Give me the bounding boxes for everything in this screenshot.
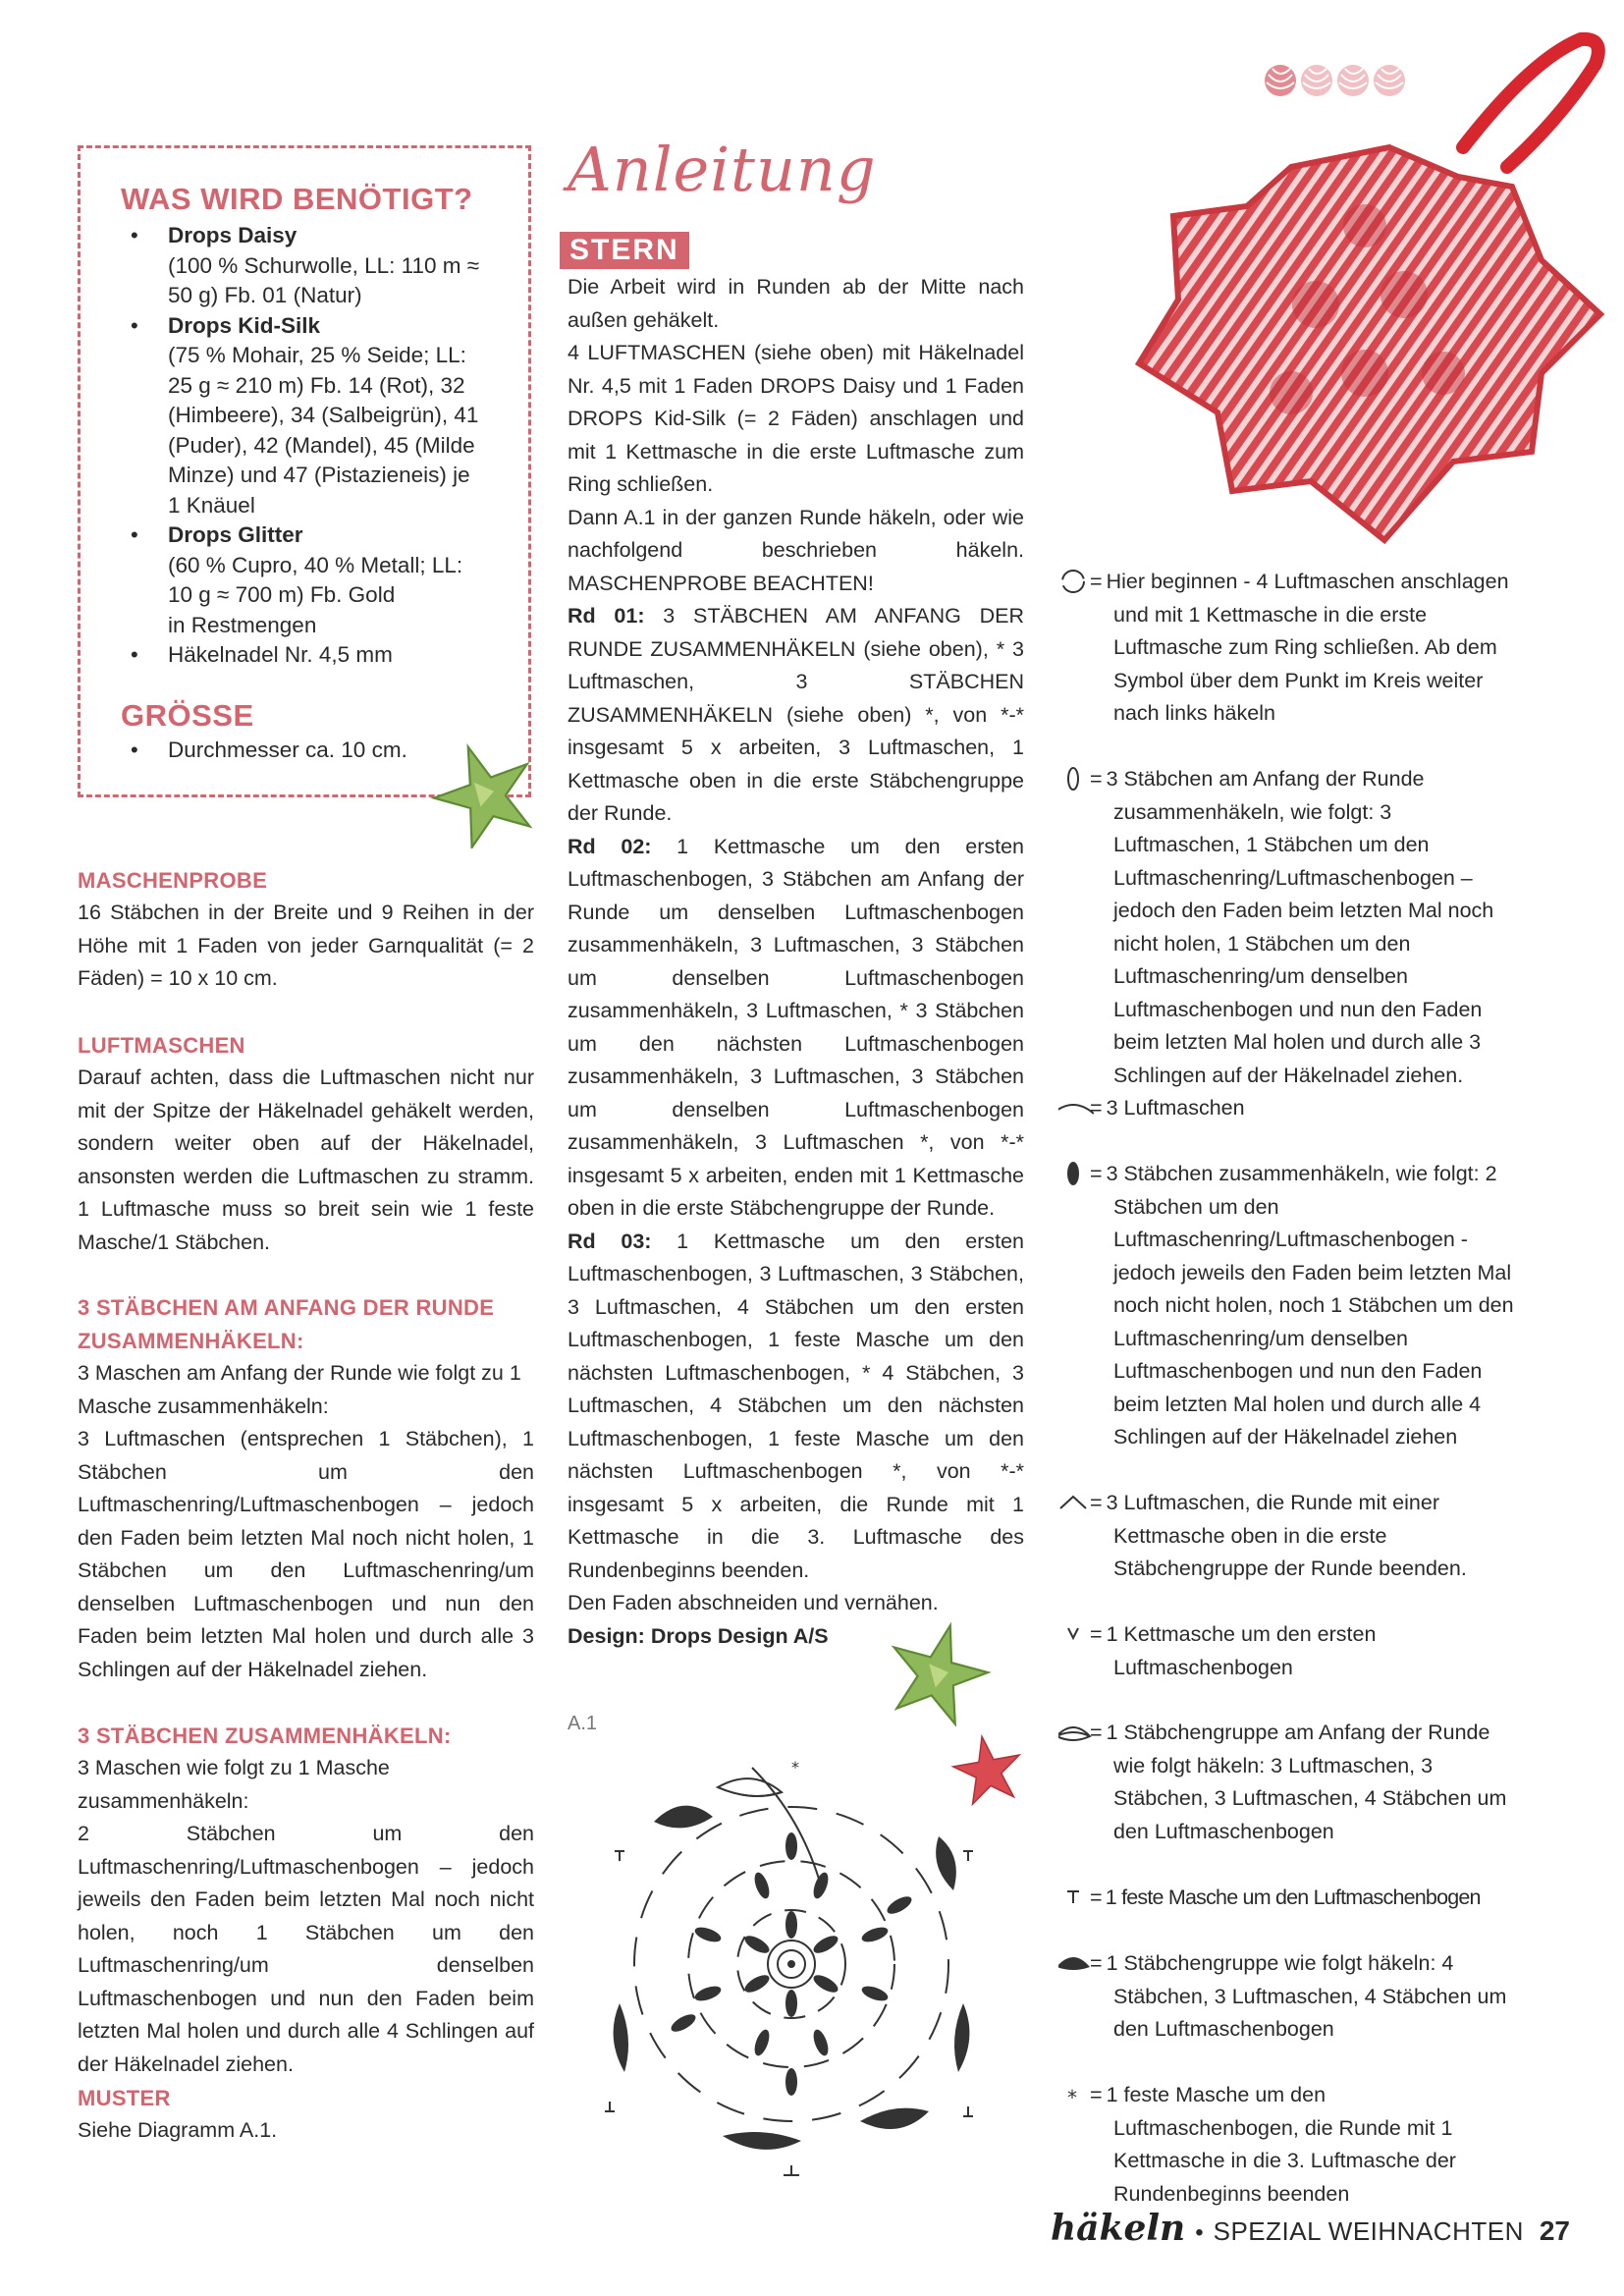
zusammen-title: 3 STÄBCHEN ZUSAMMENHÄKELN: bbox=[78, 1723, 452, 1748]
muster-title: MUSTER bbox=[78, 2086, 171, 2110]
maschenprobe-text: 16 Stäbchen in der Breite und 9 Reihen in der Höhe mit 1 Faden von jeder Garnqualität (= 2 Fäden) = 10 x 10 cm. bbox=[78, 901, 534, 990]
filled-oval-icon bbox=[1058, 1158, 1094, 1189]
footer-bullet: • bbox=[1195, 2219, 1204, 2246]
svg-text:*: * bbox=[791, 1758, 799, 1777]
luftmaschen-title: LUFTMASCHEN bbox=[78, 1033, 245, 1058]
hollow-shell-icon bbox=[1058, 1717, 1094, 1748]
list-item: • Drops Kid-Silk (75 % Mohair, 25 % Seide; LL: 25 g ≈ 210 m) Fb. 14 (Rot), 32 (Himbeere), 34 (Salbeigrün), 41 (Puder), 42 (Mandel), 45 (Milde Minze) und 47 (Pistazieneis) je 1 Knäuel bbox=[121, 311, 514, 521]
crochet-star-photo bbox=[1070, 20, 1620, 570]
paragraph: 4 LUFTMASCHEN (siehe oben) mit Häkelnadel Nr. 4,5 mit 1 Faden DROPS Daisy und 1 Faden DROPS Kid-Silk (= 2 Fäden) anschlagen und mit 1 Kettmasche in die erste Luftmasche zum Ring schließen. bbox=[568, 341, 1024, 496]
paragraph: Dann A.1 in der ganzen Runde häkeln, oder wie nachfolgend beschrieben häkeln. MASCHENPROBE BEACHTEN! bbox=[568, 505, 1024, 595]
paragraph: Den Faden abschneiden und vernähen. bbox=[568, 1591, 939, 1614]
v-icon bbox=[1058, 1618, 1094, 1650]
ring-icon bbox=[1058, 566, 1094, 597]
green-star-icon bbox=[430, 738, 540, 848]
materials-box bbox=[78, 145, 531, 797]
svg-text:*: * bbox=[1067, 2086, 1077, 2109]
crochet-diagram bbox=[589, 1748, 1041, 2180]
arc-icon bbox=[1058, 1092, 1094, 1123]
footer-script: häkeln bbox=[1051, 2208, 1186, 2249]
anfang-intro: 3 Maschen am Anfang der Runde wie folgt zu 1 Masche zusammenhäkeln: bbox=[78, 1361, 521, 1418]
anfang-text: 3 Luftmaschen (entsprechen 1 Stäbchen), 1 Stäbchen um den Luftmaschenring/Luftmaschenbogen – jedoch den Faden beim letzten Mal noch nicht holen, 1 Stäbchen um den Luftmaschenring/um denselben Luftmaschenbogen und nun den Faden beim letzten Mal holen und durch alle 3 Schlingen auf der Häkelnadel ziehen. bbox=[78, 1427, 534, 1681]
anfang-title: 3 STÄBCHEN AM ANFANG DER RUNDE ZUSAMMENHÄKELN: bbox=[78, 1295, 495, 1353]
zusammen-intro: 3 Maschen wie folgt zu 1 Masche zusammenhäkeln: bbox=[78, 1756, 390, 1813]
page-number: 27 bbox=[1539, 2215, 1571, 2246]
green-star-icon bbox=[884, 1618, 992, 1726]
design-credit: Design: Drops Design A/S bbox=[568, 1624, 829, 1648]
instructions bbox=[568, 271, 1024, 1620]
t-icon bbox=[1058, 1882, 1094, 1913]
hollow-oval-icon bbox=[1058, 763, 1094, 794]
zusammen-text: 2 Stäbchen um den Luftmaschenring/Luftmaschenbogen – jedoch jeweils den Faden beim letzten Mal noch nicht holen, noch 1 Stäbchen um den Luftmaschenring/um denselben Luftmaschenbogen und nun den Faden beim letzten Mal holen und durch alle 4 Schlingen auf der Häkelnadel ziehen. bbox=[78, 1822, 534, 2076]
list-item: • Drops Glitter (60 % Cupro, 40 % Metall; LL: 10 g ≈ 700 m) Fb. Gold in Restmengen bbox=[121, 520, 514, 640]
page-footer bbox=[1051, 2208, 1570, 2255]
luftmaschen-text: Darauf achten, dass die Luftmaschen nicht nur mit der Spitze der Häkelnadel gehäkelt werden, sondern weiter oben auf der Häkelnadel, ansonsten werden die Luftmaschen zu stramm. 1 Luftmasche muss so breit sein wie 1 feste Masche/1 Stäbchen. bbox=[78, 1066, 534, 1254]
diagram-label: A.1 bbox=[568, 1713, 598, 1734]
stern-label: STERN bbox=[560, 232, 689, 269]
list-item: • Drops Daisy (100 % Schurwolle, LL: 110 m ≈ 50 g) Fb. 01 (Natur) bbox=[121, 221, 514, 311]
paragraph: Die Arbeit wird in Runden ab der Mitte nach außen gehäkelt. bbox=[568, 275, 1024, 332]
maschenprobe-title: MASCHENPROBE bbox=[78, 868, 268, 893]
round-3: Rd 03: 1 Kettmasche um den ersten Luftmaschenbogen, 3 Luftmaschen, 3 Stäbchen, 3 Luftmaschen, 4 Stäbchen um den ersten Luftmaschenbogen, 1 feste Masche um den nächsten Luftmaschenbogen, * 4 Stäbchen, 3 Luftmaschen, 4 Stäbchen um den nächsten Luftmaschenbogen, 1 feste Masche um den nächsten Luftmaschenbogen *, von *-* insgesamt 5 x arbeiten, die Runde mit 1 Kettmasche in die 3. Luftmasche des Rundenbeginns beenden. bbox=[568, 1229, 1024, 1582]
list-item: • Durchmesser ca. 10 cm. bbox=[121, 736, 514, 766]
list-item: • Häkelnadel Nr. 4,5 mm bbox=[121, 640, 514, 671]
footer-section: SPEZIAL WEIHNACHTEN bbox=[1213, 2216, 1524, 2246]
materials-list bbox=[121, 221, 514, 671]
filled-shell-icon bbox=[1058, 1947, 1094, 1979]
round-1: Rd 01: 3 STÄBCHEN AM ANFANG DER RUNDE ZUSAMMENHÄKELN (siehe oben), * 3 Luftmaschen, 3 STÄBCHEN ZUSAMMENHÄKELN (siehe oben) *, von *-* insgesamt 5 x arbeiten, 3 Luftmaschen, 1 Kettmasche oben in die erste Stäbchengruppe der Runde. bbox=[568, 604, 1024, 825]
muster-text: Siehe Diagramm A.1. bbox=[78, 2118, 278, 2142]
size-title: GRÖSSE bbox=[121, 698, 254, 733]
caret-icon bbox=[1058, 1487, 1094, 1518]
script-title: Anleitung bbox=[568, 134, 877, 205]
materials-title: WAS WIRD BENÖTIGT? bbox=[121, 182, 473, 216]
round-2: Rd 02: 1 Kettmasche um den ersten Luftmaschenbogen, 3 Stäbchen am Anfang der Runde um denselben Luftmaschenbogen zusammenhäkeln, 3 Luftmaschen, 3 Stäbchen um denselben Luftmaschenbogen zusammenhäkeln, 3 Luftmaschen, * 3 Stäbchen um den nächsten Luftmaschenbogen zusammenhäkeln, 3 Luftmaschen, 3 Stäbchen um denselben Luftmaschenbogen zusammenhäkeln, 3 Luftmaschen *, von *-* insgesamt 5 x arbeiten, enden mit 1 Kettmasche oben in die erste Stäbchengruppe der Runde. bbox=[568, 834, 1024, 1220]
asterisk-icon bbox=[1058, 2079, 1094, 2110]
